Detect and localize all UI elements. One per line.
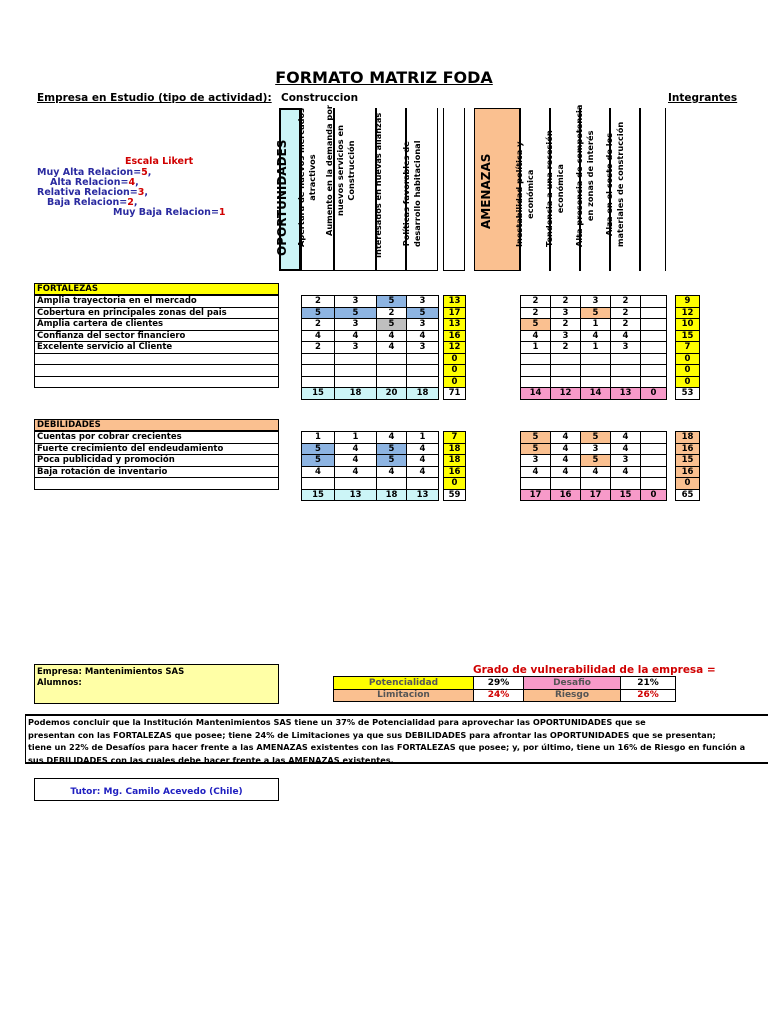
oportunidad-score: 5 [302, 443, 335, 455]
oportunidad-score: 4 [302, 330, 335, 342]
desafio-label: Desafio [524, 677, 621, 690]
oportunidad-score [302, 353, 335, 365]
tutor-box: Tutor: Mg. Camilo Acevedo (Chile) [34, 778, 279, 801]
amenaza-score: 4 [521, 466, 551, 478]
oportunidad-score: 2 [302, 296, 335, 308]
oportunidad-score: 5 [407, 307, 439, 319]
oportunidad-row-total: 0 [444, 365, 466, 377]
oportunidad-row-total: 18 [444, 455, 466, 467]
amenaza-score: 2 [551, 296, 581, 308]
fortalezas-header: FORTALEZAS [34, 283, 279, 295]
oportunidad-score: 4 [407, 443, 439, 455]
amenaza-score: 4 [521, 330, 551, 342]
empresa-value: Construccion [281, 92, 359, 104]
conclusion-box [25, 714, 768, 764]
oportunidad-score: 1 [335, 432, 377, 444]
oportunidad-score: 3 [335, 319, 377, 331]
oportunidad-score: 4 [335, 443, 377, 455]
amenaza-row-total: 16 [676, 466, 700, 478]
amenaza-column-sum: 14 [581, 388, 611, 400]
amenaza-score: 4 [581, 330, 611, 342]
oportunidad-score [407, 353, 439, 365]
debilidades-amenazas-totals [675, 431, 700, 501]
amenaza-score: 2 [611, 307, 641, 319]
likert-title: Escala Likert [125, 156, 194, 167]
oportunidad-score: 2 [302, 342, 335, 354]
empresa-label: Empresa en Estudio (tipo de actividad): [37, 92, 272, 104]
amenaza-score [551, 376, 581, 388]
oportunidad-score: 4 [407, 466, 439, 478]
oportunidad-score: 2 [302, 319, 335, 331]
amenaza-score: 1 [581, 319, 611, 331]
amenaza-score: 5 [581, 455, 611, 467]
amenaza-col-4 [604, 108, 640, 271]
amenaza-column-sum: 15 [611, 489, 641, 501]
amenaza-score [611, 478, 641, 490]
amenaza-score: 2 [521, 307, 551, 319]
oportunidad-score: 5 [377, 319, 407, 331]
amenaza-score [641, 455, 667, 467]
amenaza-score: 2 [551, 342, 581, 354]
oportunidad-score: 4 [407, 455, 439, 467]
amenaza-score [581, 376, 611, 388]
amenaza-score [581, 478, 611, 490]
oportunidad-score: 4 [407, 330, 439, 342]
oportunidad-score: 1 [407, 432, 439, 444]
oportunidad-score: 3 [335, 296, 377, 308]
oportunidad-row-total: 17 [444, 307, 466, 319]
amenaza-score [641, 330, 667, 342]
limitacion-value: 24% [474, 689, 524, 702]
empresa-name: Empresa: Mantenimientos SAS [37, 667, 185, 677]
oportunidad-column-sum: 18 [377, 489, 407, 501]
fortalezas-oportunidades-grid [301, 295, 439, 400]
amenaza-col-5 [640, 108, 666, 271]
sum-label-blank [35, 489, 279, 501]
oportunidad-score: 5 [377, 455, 407, 467]
oportunidad-4: Políticas favorables de desarrollo habitacional [401, 140, 422, 247]
amenaza-column-sum: 14 [521, 388, 551, 400]
oportunidad-row-total: 0 [444, 478, 466, 490]
oportunidad-score: 4 [335, 455, 377, 467]
debilidades-labels [34, 431, 279, 501]
conclusion-line-4: sus DEBILIDADES con las cuales debe hacer frente a las AMENAZAS existentes. [28, 754, 394, 765]
amenaza-score [581, 365, 611, 377]
amenaza-grand-total: 53 [676, 388, 700, 400]
fortalezas-labels [34, 295, 279, 399]
amenaza-row-total: 18 [676, 432, 700, 444]
amenaza-score: 4 [551, 466, 581, 478]
amenaza-score: 4 [611, 432, 641, 444]
amenaza-4: Alza en el costo de los materiales de construcción [604, 121, 625, 247]
amenaza-score: 2 [611, 319, 641, 331]
oportunidad-score: 4 [335, 466, 377, 478]
amenaza-column-sum: 16 [551, 489, 581, 501]
amenaza-score: 3 [581, 296, 611, 308]
debilidades-amenazas-grid [520, 431, 667, 501]
oportunidad-column-sum: 13 [407, 489, 439, 501]
oportunidad-score [302, 478, 335, 490]
row-label: Poca publicidad y promoción [35, 455, 279, 467]
amenaza-score: 5 [581, 432, 611, 444]
row-label: Excelente servicio al Cliente [35, 342, 279, 354]
row-label: Cuentas por cobrar crecientes [35, 432, 279, 444]
row-label: Baja rotación de inventario [35, 466, 279, 478]
amenaza-score: 3 [611, 342, 641, 354]
oportunidad-score [377, 365, 407, 377]
likert-line-3: Relativa Relacion=3, [37, 187, 148, 198]
amenaza-score [521, 478, 551, 490]
amenaza-row-total: 0 [676, 478, 700, 490]
oportunidad-score: 3 [407, 319, 439, 331]
oportunidad-score: 4 [335, 330, 377, 342]
sum-label-blank [35, 388, 279, 400]
amenaza-row-total: 16 [676, 443, 700, 455]
oportunidad-score [335, 376, 377, 388]
oportunidad-row-total: 0 [444, 376, 466, 388]
oportunidad-score [302, 376, 335, 388]
potencialidad-value: 29% [474, 677, 524, 690]
conclusion-line-1: Podemos concluir que la Institución Mantenimientos SAS tiene un 37% de Potencialidad para aprovechar las OPORTUNIDADES que se [28, 717, 646, 727]
amenaza-score: 2 [611, 296, 641, 308]
amenaza-2: Tendencia a una recesión económica [544, 130, 565, 247]
row-label: Cobertura en principales zonas del pais [35, 307, 279, 319]
oportunidad-score: 4 [377, 330, 407, 342]
fortalezas-oportunidades-totals [443, 295, 466, 400]
amenaza-score: 4 [581, 466, 611, 478]
likert-line-4: Alta Relacion=4, [50, 177, 139, 188]
oportunidad-score [407, 365, 439, 377]
amenaza-score [641, 353, 667, 365]
amenaza-row-total: 0 [676, 365, 700, 377]
amenaza-column-sum: 13 [611, 388, 641, 400]
amenaza-score: 5 [521, 443, 551, 455]
amenaza-score [611, 365, 641, 377]
oportunidad-score [377, 478, 407, 490]
amenaza-score [641, 443, 667, 455]
amenaza-score: 4 [551, 455, 581, 467]
oportunidad-column-sum: 18 [407, 388, 439, 400]
amenaza-row-total: 10 [676, 319, 700, 331]
amenaza-score: 1 [521, 342, 551, 354]
oportunidad-score [302, 365, 335, 377]
oportunidad-row-total: 18 [444, 443, 466, 455]
debilidades-oportunidades-grid [301, 431, 439, 501]
oportunidad-2: Aumento en la demanda por nuevos servicios en Construcción [324, 105, 356, 236]
oportunidad-score: 3 [407, 342, 439, 354]
oportunidad-score [407, 478, 439, 490]
oportunidad-column-sum: 18 [335, 388, 377, 400]
amenaza-score [551, 478, 581, 490]
integrantes-label: Integrantes [668, 92, 738, 104]
amenaza-score [641, 466, 667, 478]
amenaza-score: 4 [611, 466, 641, 478]
amenaza-score [521, 353, 551, 365]
oportunidad-score: 1 [302, 432, 335, 444]
fortalezas-amenazas-totals [675, 295, 700, 400]
oportunidad-score: 4 [377, 466, 407, 478]
amenaza-score: 3 [611, 455, 641, 467]
amenaza-score: 3 [581, 443, 611, 455]
amenaza-column-sum: 0 [641, 489, 667, 501]
amenaza-score: 5 [581, 307, 611, 319]
likert-line-1: Muy Baja Relacion=1 [113, 207, 226, 218]
conclusion-line-2: presentan con las FORTALEZAS que posee; tiene 24% de Limitaciones ya que sus DEBILIDADES para afrontar las OPORTUNIDADES que se presentan; [28, 729, 716, 740]
empresa-box [34, 664, 279, 704]
amenaza-score: 3 [551, 330, 581, 342]
amenaza-score [611, 376, 641, 388]
oportunidad-column-sum: 20 [377, 388, 407, 400]
amenaza-3: Alta presencia de competencia en zonas de interés [574, 104, 595, 247]
oportunidades-label: OPORTUNIDADES [275, 139, 289, 256]
oportunidad-grand-total: 71 [444, 388, 466, 400]
debilidades-header: DEBILIDADES [34, 419, 279, 431]
amenaza-score: 1 [581, 342, 611, 354]
riesgo-label: Riesgo [524, 689, 621, 702]
oportunidad-col-2 [324, 105, 376, 271]
amenaza-score: 3 [551, 307, 581, 319]
conclusion-line-3: tiene un 22% de Desafíos para hacer frente a las AMENAZAS existentes con las FORTALEZAS que posee; y, por último, tiene un 16% de Riesgo en función a [28, 742, 746, 752]
oportunidad-score: 4 [377, 342, 407, 354]
oportunidad-1: Apertura de nuevos mercados atractivos [296, 108, 317, 247]
amenaza-row-total: 12 [676, 307, 700, 319]
amenaza-row-total: 15 [676, 455, 700, 467]
oportunidad-score: 3 [407, 296, 439, 308]
oportunidad-score [335, 365, 377, 377]
amenaza-column-sum: 17 [581, 489, 611, 501]
oportunidad-score [407, 376, 439, 388]
oportunidad-column-sum: 15 [302, 489, 335, 501]
vulnerabilidad-table [333, 676, 676, 702]
amenaza-score [641, 365, 667, 377]
desafio-value: 21% [621, 677, 676, 690]
amenaza-score: 4 [611, 443, 641, 455]
amenaza-score [521, 365, 551, 377]
oportunidad-3: Interesados en nuevas alianzas [373, 112, 383, 258]
row-label [35, 353, 279, 365]
amenaza-score: 4 [611, 330, 641, 342]
amenazas-label: AMENAZAS [479, 153, 493, 229]
amenaza-score: 5 [521, 432, 551, 444]
oportunidad-score: 4 [377, 432, 407, 444]
amenaza-score [641, 342, 667, 354]
amenaza-score: 2 [551, 319, 581, 331]
row-label: Confianza del sector financiero [35, 330, 279, 342]
likert-line-2: Baja Relacion=2, [47, 197, 138, 208]
vulnerabilidad-title: Grado de vulnerabilidad de la empresa = [473, 664, 716, 676]
amenaza-score [641, 319, 667, 331]
oportunidades-total-col [443, 108, 465, 271]
amenaza-column-sum: 12 [551, 388, 581, 400]
oportunidad-score [377, 353, 407, 365]
amenaza-score: 4 [551, 432, 581, 444]
oportunidad-score: 5 [335, 307, 377, 319]
oportunidad-score: 5 [302, 455, 335, 467]
alumnos-label: Alumnos: [37, 678, 82, 688]
amenaza-row-total: 7 [676, 342, 700, 354]
likert-line-5: Muy Alta Relacion=5, [37, 167, 152, 178]
amenaza-score [641, 296, 667, 308]
amenaza-score [551, 365, 581, 377]
oportunidad-score: 5 [377, 296, 407, 308]
amenaza-1: Inestabilidad política y económica [514, 141, 535, 247]
row-label [35, 365, 279, 377]
amenaza-grand-total: 65 [676, 489, 700, 501]
oportunidad-score [335, 353, 377, 365]
limitacion-label: Limitacion [334, 689, 474, 702]
amenaza-score: 3 [521, 455, 551, 467]
oportunidad-score: 2 [377, 307, 407, 319]
amenaza-score [551, 353, 581, 365]
oportunidad-score: 5 [377, 443, 407, 455]
oportunidad-column-sum: 13 [335, 489, 377, 501]
amenaza-score: 5 [521, 319, 551, 331]
row-label [35, 478, 279, 490]
amenaza-score [641, 432, 667, 444]
amenaza-score: 2 [521, 296, 551, 308]
page-title: FORMATO MATRIZ FODA [275, 68, 493, 87]
row-label: Fuerte crecimiento del endeudamiento [35, 443, 279, 455]
amenaza-score: 4 [551, 443, 581, 455]
amenaza-row-total: 0 [676, 353, 700, 365]
amenaza-score [521, 376, 551, 388]
debilidades-oportunidades-totals [443, 431, 466, 501]
amenaza-row-total: 0 [676, 376, 700, 388]
row-label: Amplia trayectoria en el mercado [35, 296, 279, 308]
oportunidad-row-total: 16 [444, 466, 466, 478]
row-label [35, 376, 279, 388]
oportunidad-row-total: 7 [444, 432, 466, 444]
oportunidad-row-total: 12 [444, 342, 466, 354]
oportunidad-row-total: 13 [444, 319, 466, 331]
row-label: Amplia cartera de clientes [35, 319, 279, 331]
oportunidad-row-total: 0 [444, 353, 466, 365]
oportunidad-col-4 [401, 108, 438, 271]
amenaza-score [581, 353, 611, 365]
potencialidad-label: Potencialidad [334, 677, 474, 690]
fortalezas-amenazas-grid [520, 295, 667, 400]
amenaza-row-total: 9 [676, 296, 700, 308]
amenaza-column-sum: 0 [641, 388, 667, 400]
oportunidad-row-total: 16 [444, 330, 466, 342]
amenaza-score [641, 307, 667, 319]
riesgo-value: 26% [621, 689, 676, 702]
oportunidad-score: 5 [302, 307, 335, 319]
oportunidad-score [335, 478, 377, 490]
amenaza-row-total: 15 [676, 330, 700, 342]
amenaza-score [641, 376, 667, 388]
amenaza-score [611, 353, 641, 365]
oportunidad-score: 3 [335, 342, 377, 354]
amenaza-score [641, 478, 667, 490]
oportunidad-row-total: 13 [444, 296, 466, 308]
amenaza-column-sum: 17 [521, 489, 551, 501]
oportunidad-score: 4 [302, 466, 335, 478]
oportunidad-score [377, 376, 407, 388]
oportunidad-grand-total: 59 [444, 489, 466, 501]
oportunidad-column-sum: 15 [302, 388, 335, 400]
